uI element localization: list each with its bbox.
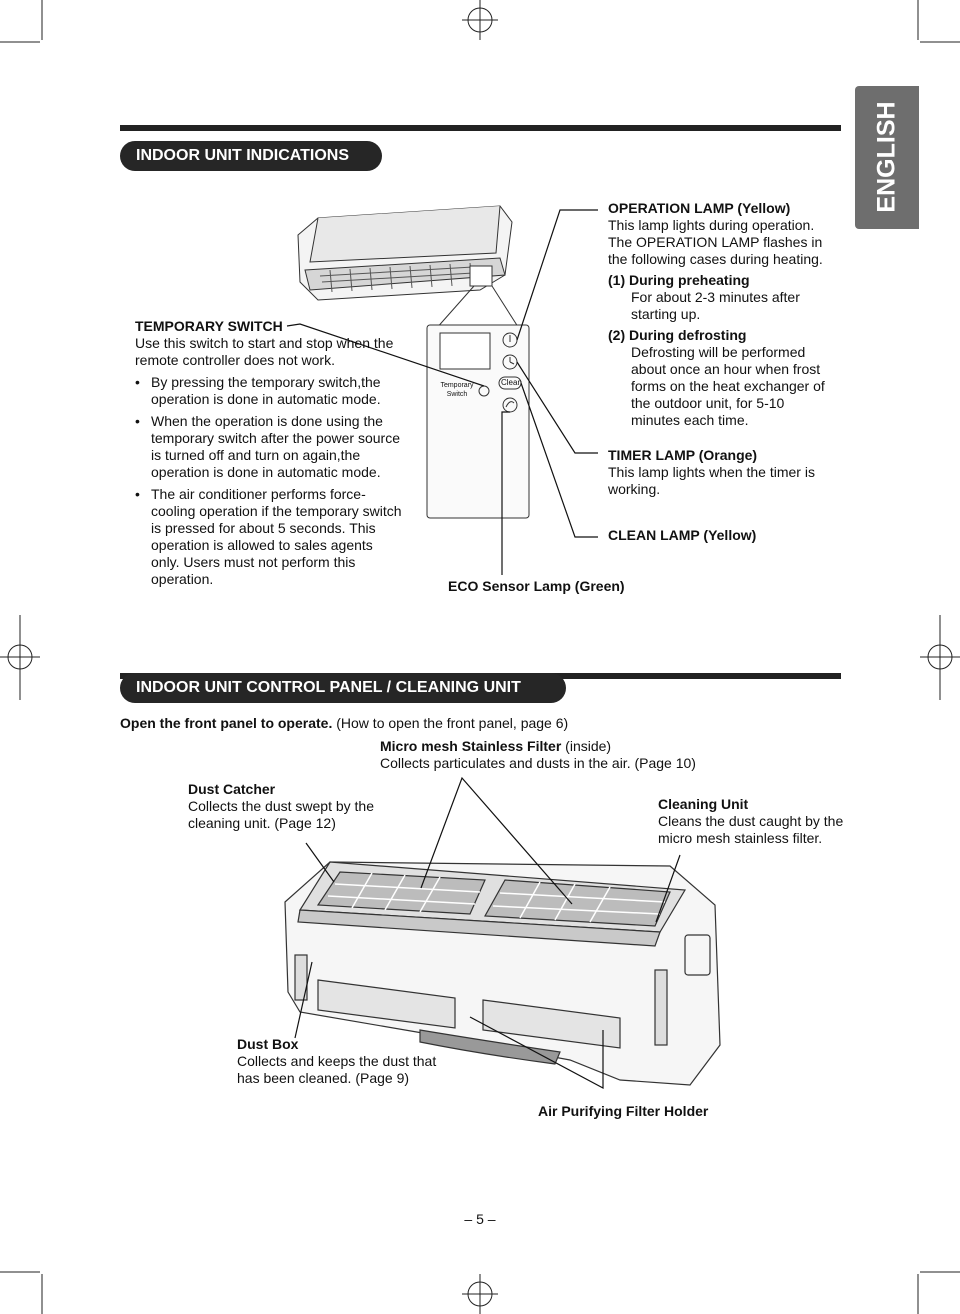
eco-sensor-lamp-heading: ECO Sensor Lamp (Green): [448, 578, 625, 594]
preheating-heading: (1) During preheating: [608, 272, 750, 288]
language-tab-label: ENGLISH: [872, 101, 901, 213]
panel-label-temporary: Temporary: [440, 382, 474, 389]
top-rule: [120, 125, 841, 131]
language-tab: [855, 86, 919, 229]
temporary-switch-bullet-2: • When the operation is done using the temporary switch after the power source is turned off and turn on again,the operation is done in automatic mode.: [135, 413, 403, 481]
defrosting-text: Defrosting will be performed about once an hour when frost forms on the heat exchanger of the outdoor unit, for 5-10 minutes each time.: [631, 344, 825, 428]
operation-lamp-text: This lamp lights during operation. The OPERATION LAMP flashes in the following cases during heating.: [608, 217, 823, 267]
control-panel-drawing: [427, 325, 529, 518]
micro-mesh-text: Collects particulates and dusts in the air. (Page 10): [380, 755, 696, 771]
temporary-switch-intro: Use this switch to start and stop when the remote controller does not work.: [135, 335, 394, 368]
dust-box-text: Collects and keeps the dust that has been cleaned. (Page 9): [237, 1053, 437, 1086]
open-front-panel-bold: Open the front panel to operate.: [120, 715, 333, 731]
defrosting-heading: (2) During defrosting: [608, 327, 747, 343]
dust-catcher-heading: Dust Catcher: [188, 781, 276, 797]
dust-box-heading: Dust Box: [237, 1036, 299, 1052]
temporary-switch-bullet-1: • By pressing the temporary switch,the operation is done in automatic mode.: [135, 374, 403, 408]
timer-lamp-block: [608, 447, 842, 498]
operation-lamp-heading: OPERATION LAMP (Yellow): [608, 200, 791, 216]
air-purifying-filter-holder-heading: Air Purifying Filter Holder: [538, 1103, 709, 1119]
open-front-panel-rest: (How to open the front panel, page 6): [332, 715, 569, 731]
temporary-switch-bullet-3: • The air conditioner performs force-cooling operation if the temporary switch is pressed for about 5 seconds. This operation is allowed to sales agents only. Users must not perform this operation.: [135, 486, 403, 588]
panel-label-clean: Clean: [501, 378, 522, 387]
temporary-switch-block: [135, 318, 403, 588]
dust-box-block: [237, 1036, 455, 1087]
timer-lamp-heading: TIMER LAMP (Orange): [608, 447, 758, 463]
indoor-unit-illustration: [298, 206, 520, 330]
micro-mesh-suffix: (inside): [561, 738, 612, 754]
temporary-switch-heading: TEMPORARY SWITCH: [135, 318, 283, 334]
dust-catcher-text: Collects the dust swept by the cleaning unit. (Page 12): [188, 798, 374, 831]
micro-mesh-block: [380, 738, 720, 772]
page-number: – 5 –: [464, 1211, 496, 1227]
cleaning-unit-heading: Cleaning Unit: [658, 796, 749, 812]
cleaning-unit-block: [658, 796, 848, 847]
section-title-indications: INDOOR UNIT INDICATIONS: [120, 141, 382, 171]
micro-mesh-heading: Micro mesh Stainless Filter: [380, 738, 562, 754]
operation-lamp-block: [608, 200, 834, 429]
dust-catcher-block: [188, 781, 383, 832]
section-title-control-panel: INDOOR UNIT CONTROL PANEL / CLEANING UNIT: [120, 673, 566, 703]
open-front-panel-note: [120, 715, 568, 732]
timer-lamp-text: This lamp lights when the timer is working.: [608, 464, 815, 497]
panel-label-switch: Switch: [446, 391, 468, 398]
clean-lamp-heading: CLEAN LAMP (Yellow): [608, 527, 757, 543]
preheating-text: For about 2-3 minutes after starting up.: [631, 289, 800, 322]
cleaning-unit-text: Cleans the dust caught by the micro mesh stainless filter.: [658, 813, 844, 846]
panel-label-temporary-switch: [434, 381, 480, 399]
